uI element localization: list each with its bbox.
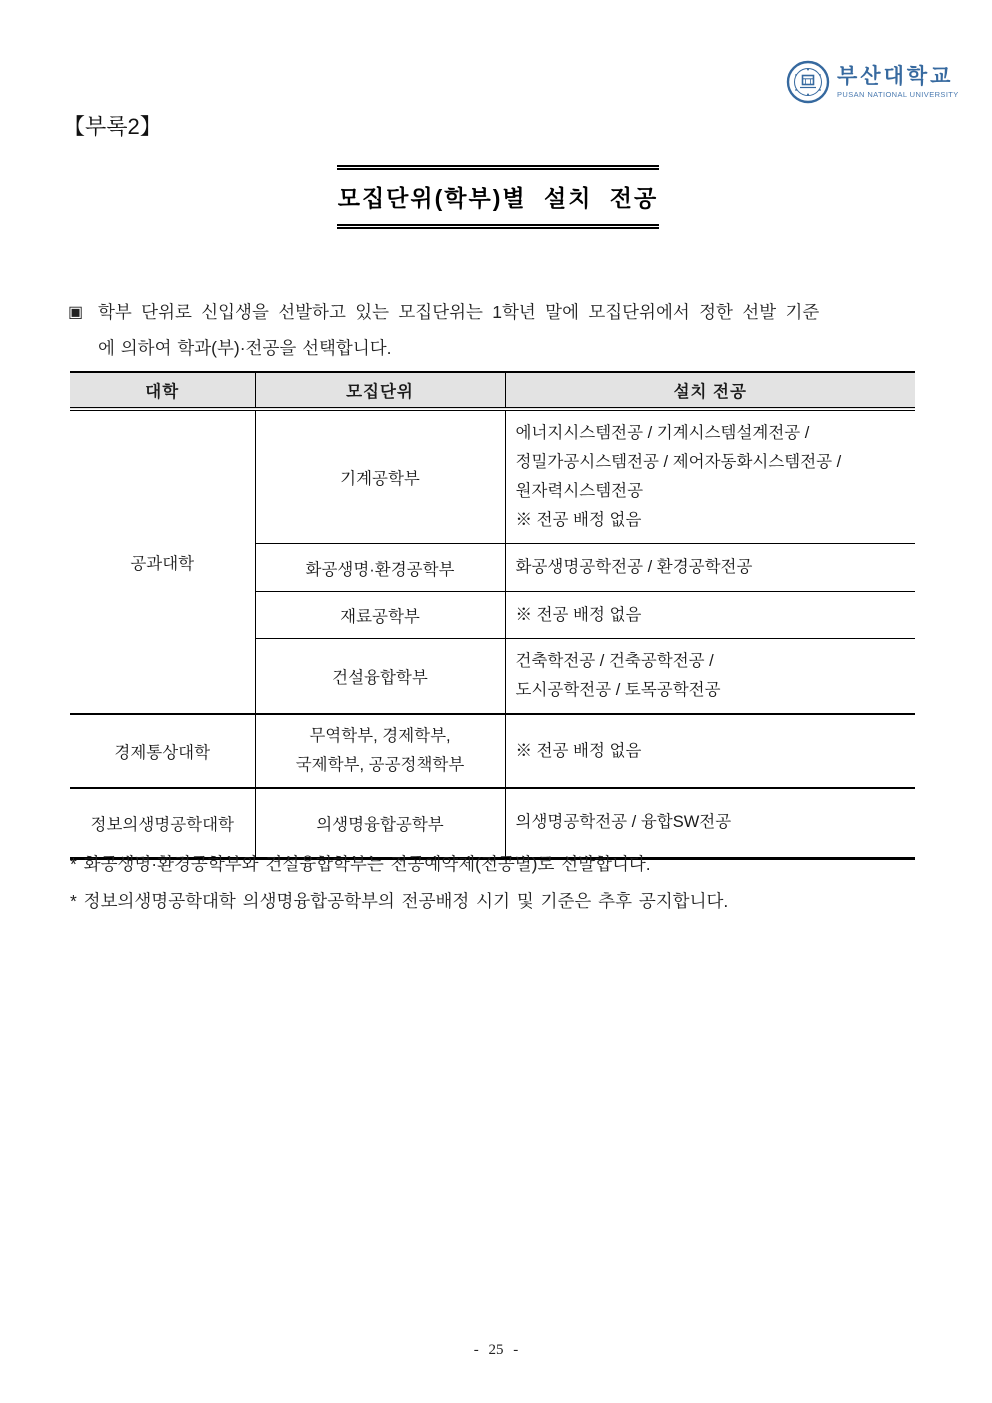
table-row bbox=[70, 714, 915, 788]
unit-cell: 화공생명·환경공학부 bbox=[255, 544, 505, 592]
unit-cell: 기계공학부 bbox=[255, 409, 505, 544]
unit-cell: 재료공학부 bbox=[255, 592, 505, 639]
unit-cell: 무역학부, 경제학부, 국제학부, 공공정책학부 bbox=[255, 714, 505, 788]
intro-text bbox=[98, 294, 819, 366]
university-name: 부산대학교 bbox=[837, 64, 954, 88]
page-title: 모집단위(학부)별 설치 전공 bbox=[337, 165, 659, 229]
intro-line-2: 에 의하여 학과(부)·전공을 선택합니다. bbox=[98, 338, 392, 358]
majors-cell: ※ 전공 배정 없음 bbox=[505, 714, 915, 788]
majors-cell: 의생명공학전공 / 융합SW전공 bbox=[505, 788, 915, 858]
unit-cell: 건설융합학부 bbox=[255, 639, 505, 715]
majors-cell: 화공생명공학전공 / 환경공학전공 bbox=[505, 544, 915, 592]
header-admission-unit: 모집단위 bbox=[255, 372, 505, 409]
college-cell: 정보의생명공학대학 bbox=[70, 788, 255, 858]
table-header-row bbox=[70, 372, 915, 409]
majors-table-container bbox=[70, 371, 915, 860]
intro-line-1: 학부 단위로 신입생을 선발하고 있는 모집단위는 1학년 말에 모집단위에서 정한 선발 기준 bbox=[98, 302, 820, 322]
intro-paragraph bbox=[68, 294, 940, 366]
college-cell: 경제통상대학 bbox=[70, 714, 255, 788]
university-logo bbox=[786, 60, 959, 104]
university-seal-icon bbox=[786, 60, 830, 104]
header-college: 대학 bbox=[70, 372, 255, 409]
header-majors: 설치 전공 bbox=[505, 372, 915, 409]
university-name-en: PUSAN NATIONAL UNIVERSITY bbox=[837, 89, 959, 99]
majors-cell: 에너지시스템전공 / 기계시스템설계전공 / 정밀가공시스템전공 / 제어자동화시스템전공 / 원자력시스템전공 ※ 전공 배정 없음 bbox=[515, 424, 842, 529]
college-cell: 공과대학 bbox=[70, 409, 255, 714]
table-row bbox=[70, 409, 915, 544]
majors-cell: 건축학전공 / 건축공학전공 / 도시공학전공 / 토목공학전공 bbox=[505, 639, 915, 715]
footnote: * 정보의생명공학대학 의생명융합공학부의 전공배정 시기 및 기준은 추후 공지합니다. bbox=[70, 891, 729, 911]
page-number: - 25 - bbox=[473, 1342, 519, 1358]
majors-cell: ※ 전공 배정 없음 bbox=[505, 592, 915, 639]
majors-table bbox=[70, 371, 915, 860]
footnotes bbox=[70, 846, 930, 920]
unit-cell: 의생명융합공학부 bbox=[255, 788, 505, 858]
footnote: * 화공생명·환경공학부와 건설융합학부는 전공예약제(전공별)로 선발합니다. bbox=[70, 854, 651, 874]
appendix-label: 【부록2】 bbox=[63, 114, 162, 139]
square-bullet-icon: ▣ bbox=[68, 304, 84, 321]
